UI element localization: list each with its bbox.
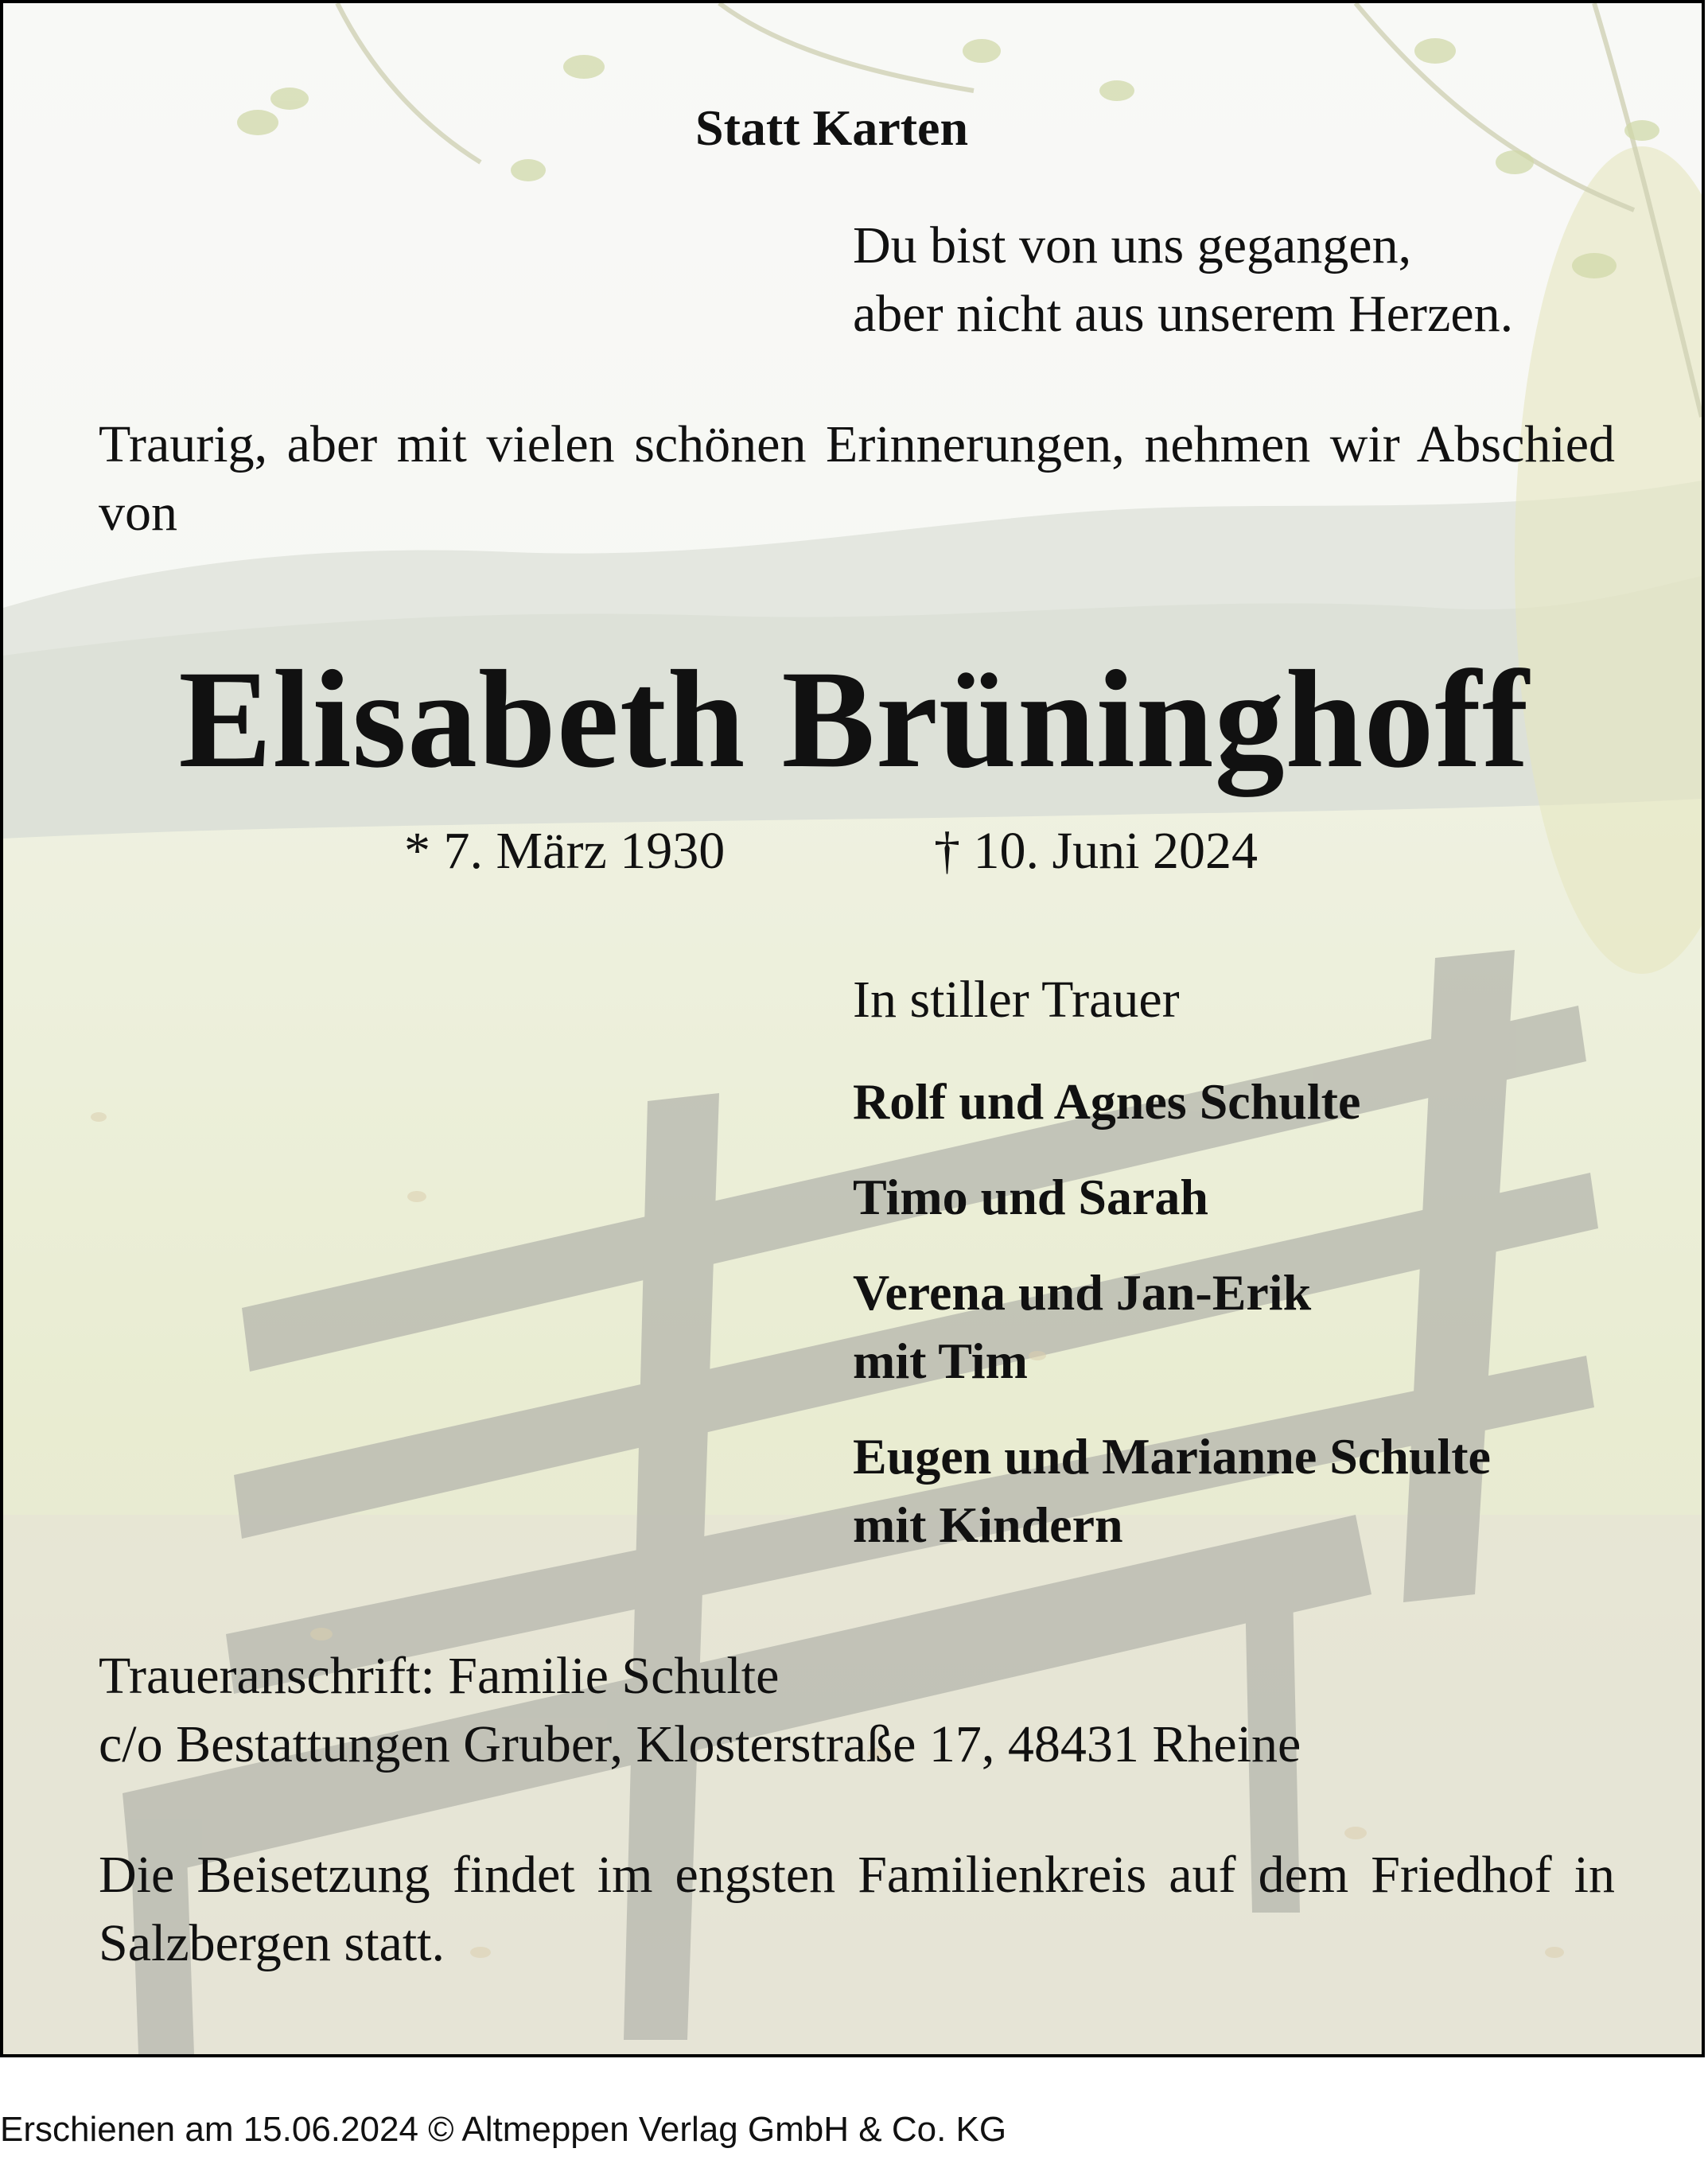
verse-line-1: Du bist von uns gegangen, xyxy=(853,216,1412,274)
address-line-2: c/o Bestattungen Gruber, Klosterstraße 17, 48431 Rheine xyxy=(99,1715,1301,1773)
family-member: Verena und Jan-Erik xyxy=(853,1264,1312,1321)
intro-line-2: Abschied von xyxy=(99,415,1616,542)
death-date: † 10. Juni 2024 xyxy=(934,822,1259,880)
burial-info xyxy=(99,1841,1615,1978)
address-line-1: Traueranschrift: Familie Schulte xyxy=(99,1647,780,1705)
mourning-label: In stiller Trauer xyxy=(853,971,1180,1029)
verse-line-2: aber nicht aus unserem Herzen. xyxy=(853,285,1514,343)
statt-karten-header: Statt Karten xyxy=(695,99,969,156)
burial-line-1: Die Beisetzung findet im engsten Familienkreis auf dem xyxy=(99,1846,1349,1904)
family-member: Rolf und Agnes Schulte xyxy=(853,1073,1361,1130)
family-member: Eugen und Marianne Schulte xyxy=(853,1428,1491,1485)
birth-date: * 7. März 1930 xyxy=(404,822,726,880)
deceased-name: Elisabeth Brüninghoff xyxy=(178,642,1530,797)
family-member: mit Tim xyxy=(853,1333,1028,1389)
verse xyxy=(853,212,1513,348)
intro-line-1: Traurig, aber mit vielen schönen Erinnerungen, nehmen wir xyxy=(99,415,1400,473)
mourning-address xyxy=(99,1642,1301,1779)
intro-text xyxy=(99,411,1615,547)
family-member: mit Kindern xyxy=(853,1496,1123,1553)
publication-footer: Erschienen am 15.06.2024 © Altmeppen Verlag GmbH & Co. KG xyxy=(0,2110,1007,2149)
family-member: Timo und Sarah xyxy=(853,1169,1208,1225)
burial-line-2: Friedhof in Salzbergen statt. xyxy=(99,1846,1616,1972)
